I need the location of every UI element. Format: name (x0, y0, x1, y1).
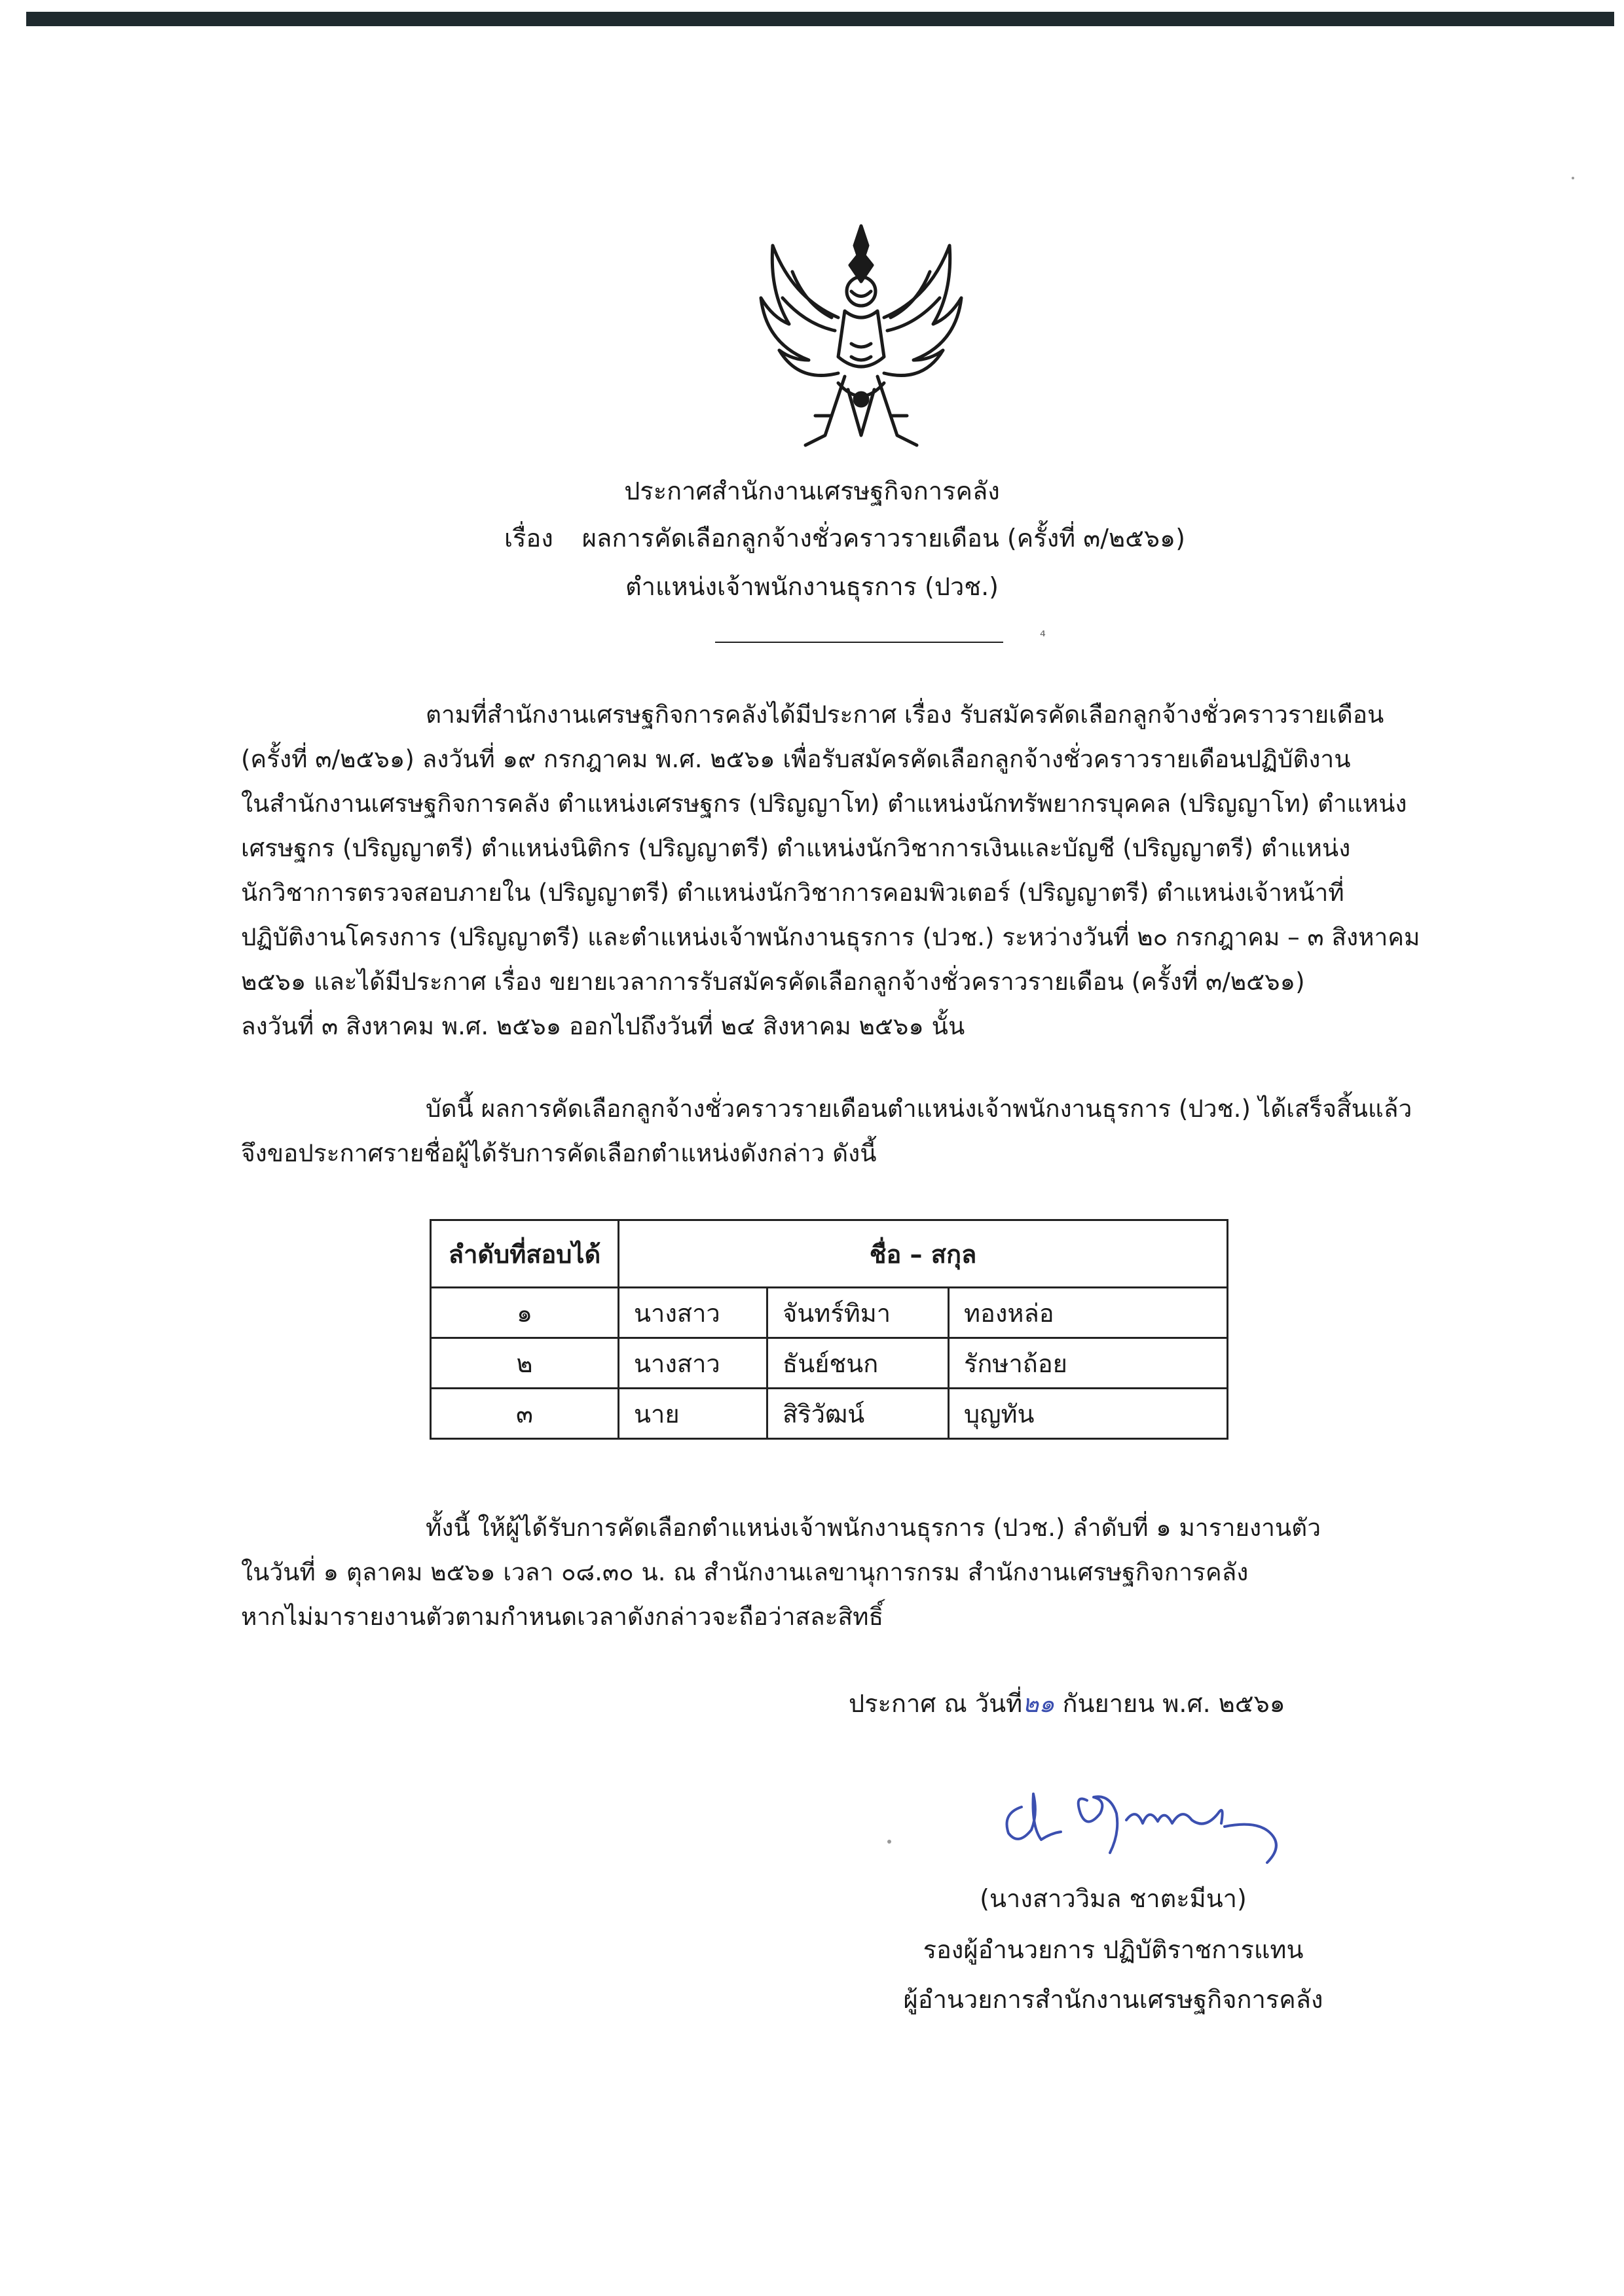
subject-line (504, 519, 1185, 558)
header-rank: ลำดับที่สอบได้ (431, 1220, 619, 1288)
table-row (431, 1288, 1228, 1338)
handwritten-signature-icon (995, 1768, 1297, 1866)
signatory-title-1: รองผู้อำนวยการ ปฏิบัติราชการแทน (923, 1935, 1304, 1964)
date-prefix: ประกาศ ณ วันที่ (849, 1689, 1023, 1718)
paragraph-line: ตามที่สำนักงานเศรษฐกิจการคลังได้มีประกาศ เรื่อง รับสมัครคัดเลือกลูกจ้างชั่วคราวรายเดือน (426, 701, 1384, 729)
signatory-title-2: ผู้อำนวยการสำนักงานเศรษฐกิจการคลัง (903, 1985, 1323, 2014)
announcement-date (849, 1684, 1285, 1723)
date-day-handwritten: ๒๑ (1022, 1689, 1055, 1718)
garuda-emblem-icon (753, 219, 969, 458)
results-table (430, 1219, 1228, 1440)
table-header-row (431, 1220, 1228, 1288)
last-name-cell: ทองหล่อ (949, 1288, 1228, 1338)
paragraph-line: ในสำนักงานเศรษฐกิจการคลัง ตำแหน่งเศรษฐกร (ปริญญาโท) ตำแหน่งนักทรัพยากรบุคคล (ปริญญาโท) ตำแหน่ง (241, 790, 1407, 818)
paragraph-line: (ครั้งที่ ๓/๒๕๖๑) ลงวันที่ ๑๙ กรกฎาคม พ.ศ. ๒๕๖๑ เพื่อรับสมัครคัดเลือกลูกจ้างชั่วคราวรายเดือนปฏิบัติงาน (241, 745, 1351, 773)
top-border-bar (26, 12, 1614, 26)
scan-speck (887, 1840, 891, 1844)
rank-cell: ๑ (431, 1288, 619, 1338)
paragraph-line: นักวิชาการตรวจสอบภายใน (ปริญญาตรี) ตำแหน่งนักวิชาการคอมพิวเตอร์ (ปริญญาตรี) ตำแหน่งเจ้าหน้าที่ (241, 879, 1344, 907)
paragraph-line: บัดนี้ ผลการคัดเลือกลูกจ้างชั่วคราวรายเดือนตำแหน่งเจ้าพนักงานธุรการ (ปวช.) ได้เสร็จสิ้นแล้ว (426, 1095, 1412, 1123)
paragraph-report (241, 1506, 1472, 1639)
paragraph-intro (241, 693, 1472, 1049)
paragraph-line: จึงขอประกาศรายชื่อผู้ได้รับการคัดเลือกตำแหน่งดังกล่าว ดังนี้ (241, 1139, 877, 1167)
prefix-cell: นางสาว (619, 1288, 767, 1338)
scan-speck (1572, 177, 1574, 179)
scan-mark: ⁴ (1040, 629, 1046, 645)
table-row (431, 1389, 1228, 1439)
title-underline (715, 642, 1003, 643)
rank-cell: ๓ (431, 1389, 619, 1439)
subject-text: ผลการคัดเลือกลูกจ้างชั่วคราวรายเดือน (ครั้งที่ ๓/๒๕๖๑) (581, 524, 1185, 553)
paragraph-line: ลงวันที่ ๓ สิงหาคม พ.ศ. ๒๕๖๑ ออกไปถึงวันที่ ๒๔ สิงหาคม ๒๕๖๑ นั้น (241, 1012, 965, 1040)
paragraph-line: ปฏิบัติงานโครงการ (ปริญญาตรี) และตำแหน่งเจ้าพนักงานธุรการ (ปวช.) ระหว่างวันที่ ๒๐ กรกฎาคม – ๓ สิงหาคม (241, 923, 1420, 951)
date-suffix: กันยายน พ.ศ. ๒๕๖๑ (1054, 1689, 1285, 1718)
signatory-name: (นางสาววิมล ชาตะมีนา) (980, 1884, 1247, 1913)
last-name-cell: บุญทัน (949, 1389, 1228, 1439)
announcement-title: ประกาศสำนักงานเศรษฐกิจการคลัง (624, 477, 1000, 505)
table-row (431, 1338, 1228, 1389)
prefix-cell: นาย (619, 1389, 767, 1439)
prefix-cell: นางสาว (619, 1338, 767, 1389)
paragraph-line: ๒๕๖๑ และได้มีประกาศ เรื่อง ขยายเวลาการรับสมัครคัดเลือกลูกจ้างชั่วคราวรายเดือน (ครั้งที่ ๓/๒๕๖๑) (241, 968, 1305, 996)
paragraph-announcement (241, 1087, 1472, 1176)
position-title: ตำแหน่งเจ้าพนักงานธุรการ (ปวช.) (625, 572, 999, 601)
first-name-cell: จันทร์ทิมา (767, 1288, 949, 1338)
last-name-cell: รักษาถ้อย (949, 1338, 1228, 1389)
header-name: ชื่อ – สกุล (619, 1220, 1228, 1288)
first-name-cell: ธันย์ชนก (767, 1338, 949, 1389)
first-name-cell: สิริวัฒน์ (767, 1389, 949, 1439)
rank-cell: ๒ (431, 1338, 619, 1389)
paragraph-line: เศรษฐกร (ปริญญาตรี) ตำแหน่งนิติกร (ปริญญาตรี) ตำแหน่งนักวิชาการเงินและบัญชี (ปริญญาตรี) ตำแหน่ง (241, 834, 1351, 862)
subject-label: เรื่อง (504, 524, 553, 553)
paragraph-line: หากไม่มารายงานตัวตามกำหนดเวลาดังกล่าวจะถือว่าสละสิทธิ์ (241, 1603, 884, 1631)
paragraph-line: ทั้งนี้ ให้ผู้ได้รับการคัดเลือกตำแหน่งเจ้าพนักงานธุรการ (ปวช.) ลำดับที่ ๑ มารายงานตัว (426, 1514, 1321, 1542)
paragraph-line: ในวันที่ ๑ ตุลาคม ๒๕๖๑ เวลา ๐๘.๓๐ น. ณ สำนักงานเลขานุการกรม สำนักงานเศรษฐกิจการคลัง (241, 1558, 1249, 1586)
